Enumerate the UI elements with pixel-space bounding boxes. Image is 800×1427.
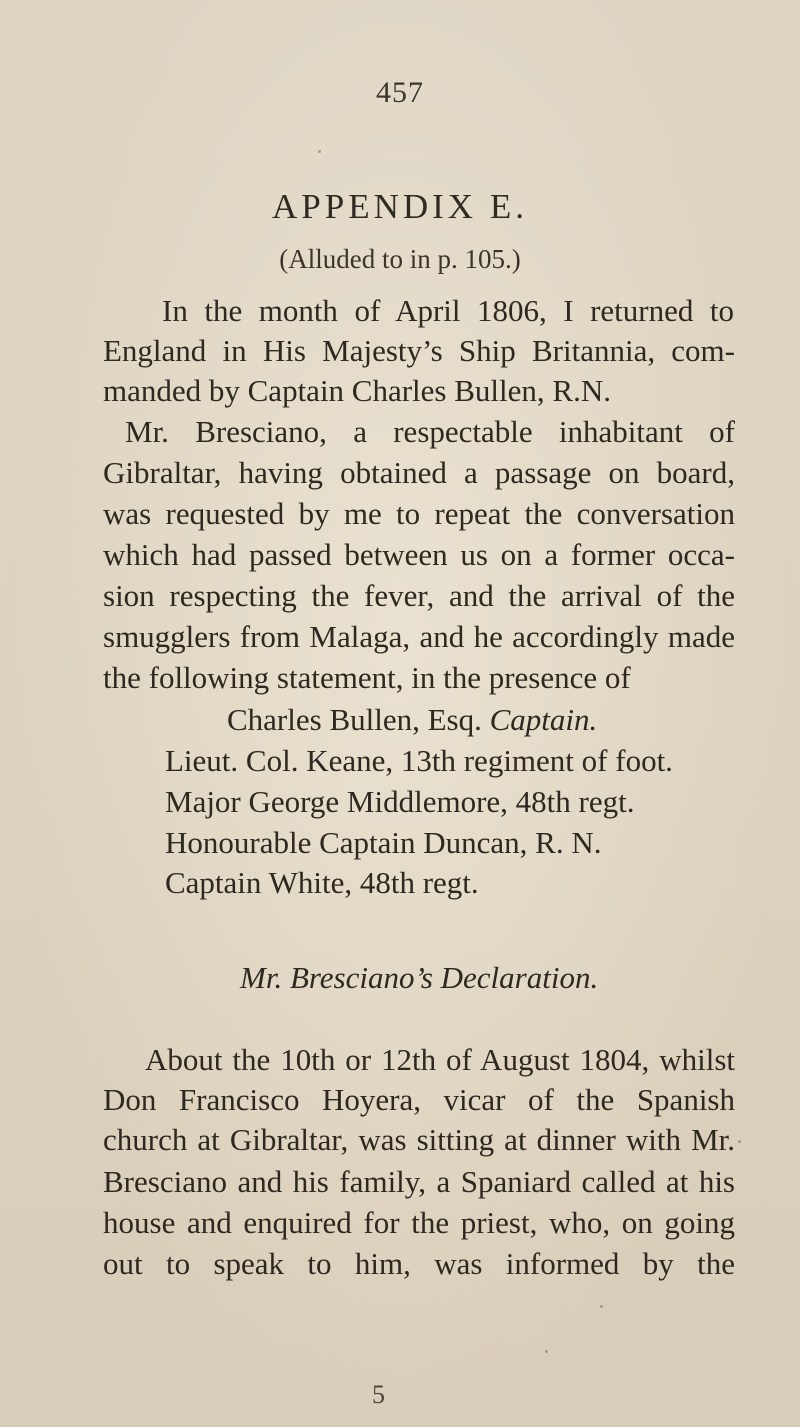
- paper-speck: [738, 1140, 741, 1143]
- witness-5: Captain White, 48th regt.: [165, 865, 479, 900]
- declaration-line-3: church at Gibraltar, was sitting at dinner with Mr.: [103, 1122, 735, 1157]
- witness-1-role: Captain.: [489, 702, 598, 737]
- paragraph-1-line-3: manded by Captain Charles Bullen, R.N.: [103, 373, 611, 408]
- paragraph-2-line-1: Mr. Bresciano, a respectable inhabitant of: [125, 414, 735, 449]
- declaration-title: Mr. Bresciano’s Declaration.: [240, 960, 599, 995]
- witness-1-name: Charles Bullen, Esq.: [227, 702, 482, 737]
- page-number: 457: [376, 76, 424, 109]
- paper-speck: [545, 1350, 548, 1353]
- paragraph-2-line-7: the following statement, in the presence of: [103, 660, 631, 695]
- declaration-line-4: Bresciano and his family, a Spaniard called at his: [103, 1164, 735, 1199]
- paragraph-2-line-5: sion respecting the fever, and the arrival of the: [103, 578, 735, 613]
- appendix-subheading: (Alluded to in p. 105.): [279, 244, 521, 274]
- paragraph-1-line-2: England in His Majesty’s Ship Britannia, com-: [103, 333, 735, 368]
- paper-speck: [318, 150, 321, 153]
- paragraph-1-line-1: In the month of April 1806, I returned to: [162, 293, 734, 328]
- witness-4: Honourable Captain Duncan, R. N.: [165, 825, 602, 860]
- declaration-line-2: Don Francisco Hoyera, vicar of the Spanish: [103, 1082, 735, 1117]
- signature-mark: 5: [372, 1380, 385, 1409]
- declaration-line-5: house and enquired for the priest, who, on going: [103, 1205, 735, 1240]
- paragraph-2-line-6: smugglers from Malaga, and he accordingly made: [103, 619, 735, 654]
- declaration-line-6: out to speak to him, was informed by the: [103, 1246, 735, 1281]
- declaration-line-1: About the 10th or 12th of August 1804, whilst: [145, 1042, 735, 1077]
- paragraph-2-line-2: Gibraltar, having obtained a passage on board,: [103, 455, 735, 490]
- witness-2: Lieut. Col. Keane, 13th regiment of foot.: [165, 743, 673, 778]
- paragraph-2-line-4: which had passed between us on a former occa-: [103, 537, 735, 572]
- paragraph-2-line-3: was requested by me to repeat the conversation: [103, 496, 735, 531]
- witness-3: Major George Middlemore, 48th regt.: [165, 784, 635, 819]
- witness-1: [227, 700, 597, 740]
- appendix-heading: APPENDIX E.: [272, 187, 528, 226]
- paper-speck: [600, 1305, 603, 1308]
